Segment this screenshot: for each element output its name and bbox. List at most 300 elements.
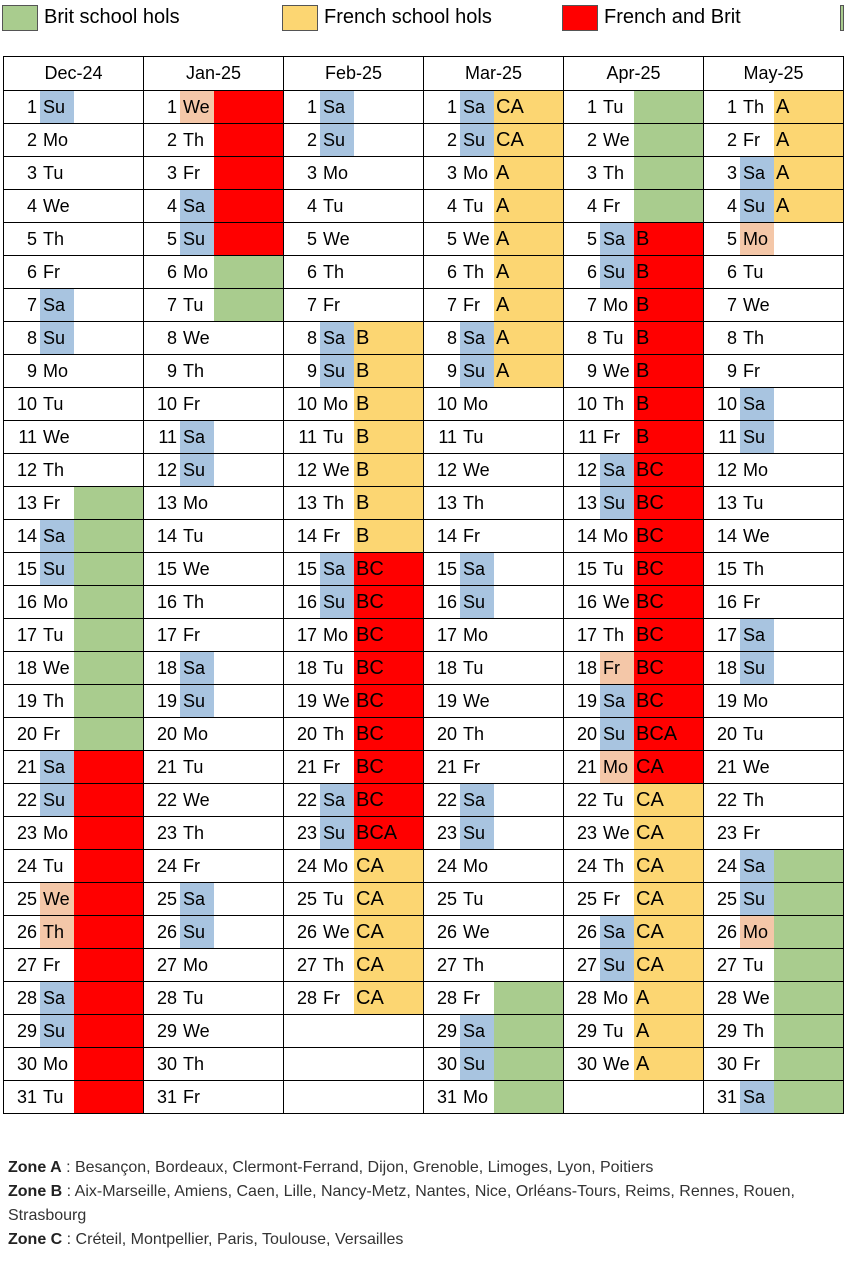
day-number: 25: [156, 889, 177, 909]
day-of-week: Sa: [740, 850, 774, 882]
day-cell: [704, 685, 844, 718]
day-cell: [144, 487, 284, 520]
day-of-week: Fr: [43, 262, 60, 282]
day-cell: [424, 883, 564, 916]
day-of-week: Mo: [43, 1054, 69, 1074]
day-cell: [564, 883, 704, 916]
day-of-week: Sa: [40, 751, 74, 783]
holiday-marker: [74, 817, 143, 849]
holiday-marker: BC: [354, 586, 423, 618]
day-of-week: Fr: [43, 724, 60, 744]
table-row: [4, 817, 844, 850]
day-cell: [284, 190, 424, 223]
day-number: 18: [296, 658, 317, 678]
holiday-marker: B: [634, 355, 703, 387]
day-number: 12: [436, 460, 457, 480]
day-number: 13: [296, 493, 317, 513]
day-cell: [284, 916, 424, 949]
day-cell: [564, 157, 704, 190]
day-of-week: Sa: [600, 454, 634, 486]
day-of-week: Th: [463, 724, 485, 744]
day-of-week: Tu: [463, 889, 484, 909]
day-of-week: Fr: [183, 394, 200, 414]
day-number: 7: [26, 295, 37, 315]
holiday-marker: [494, 487, 563, 519]
day-cell: [704, 718, 844, 751]
day-cell: [144, 91, 284, 124]
holiday-marker: A: [494, 157, 563, 189]
holiday-marker: [354, 91, 423, 123]
day-number: 5: [26, 229, 37, 249]
holiday-marker: [354, 223, 423, 255]
table-row: [4, 520, 844, 553]
holiday-marker: CA: [354, 883, 423, 915]
day-of-week: Tu: [43, 163, 64, 183]
day-cell: [564, 421, 704, 454]
day-of-week: We: [183, 1021, 210, 1041]
zone-cities: : Besançon, Bordeaux, Clermont-Ferrand, Dijon, Grenoble, Limoges, Lyon, Poitiers: [61, 1159, 654, 1176]
holiday-marker: CA: [354, 916, 423, 948]
day-of-week: Sa: [600, 685, 634, 717]
day-of-week: Fr: [323, 295, 340, 315]
day-cell: [424, 685, 564, 718]
holiday-marker: [214, 1081, 283, 1113]
holiday-marker: A: [774, 124, 843, 156]
day-of-week: Tu: [603, 790, 624, 810]
day-number: 30: [716, 1054, 737, 1074]
day-cell: [4, 949, 144, 982]
day-of-week: Th: [743, 559, 765, 579]
day-cell: [144, 949, 284, 982]
holiday-marker: [494, 586, 563, 618]
holiday-marker: [354, 1048, 423, 1080]
day-of-week: We: [603, 823, 630, 843]
day-cell: [424, 256, 564, 289]
day-of-week: Tu: [43, 625, 64, 645]
day-number: 27: [436, 955, 457, 975]
day-of-week: Th: [323, 724, 345, 744]
day-cell: [4, 124, 144, 157]
holiday-marker: [774, 355, 843, 387]
day-cell: [4, 421, 144, 454]
day-of-week: Su: [740, 421, 774, 453]
holiday-marker: [494, 718, 563, 750]
day-cell: [564, 949, 704, 982]
day-of-week: Tu: [183, 526, 204, 546]
holiday-marker: [214, 421, 283, 453]
day-cell: [564, 388, 704, 421]
holiday-marker: [774, 652, 843, 684]
day-cell: [284, 322, 424, 355]
holiday-marker: [214, 883, 283, 915]
holiday-marker: [214, 784, 283, 816]
holiday-marker: [74, 124, 143, 156]
day-of-week: Mo: [603, 295, 629, 315]
holiday-marker: [774, 751, 843, 783]
day-number: 22: [716, 790, 737, 810]
day-cell: [424, 421, 564, 454]
day-number: 10: [576, 394, 597, 414]
day-number: 14: [576, 526, 597, 546]
holiday-marker: A: [774, 157, 843, 189]
day-cell: [144, 421, 284, 454]
holiday-marker: BC: [634, 586, 703, 618]
day-cell: [284, 817, 424, 850]
day-of-week: Th: [743, 1021, 765, 1041]
day-cell: [284, 751, 424, 784]
day-cell: [284, 1015, 424, 1048]
holiday-marker: [74, 322, 143, 354]
day-of-week: Mo: [603, 526, 629, 546]
day-of-week: Su: [600, 718, 634, 750]
day-cell: [564, 520, 704, 553]
day-cell: [4, 784, 144, 817]
day-number: 12: [16, 460, 37, 480]
holiday-marker: [214, 850, 283, 882]
day-number: 26: [576, 922, 597, 942]
holiday-marker: [214, 586, 283, 618]
day-cell: [144, 454, 284, 487]
day-number: 24: [156, 856, 177, 876]
day-cell: [424, 850, 564, 883]
day-cell: [4, 1015, 144, 1048]
day-of-week: Mo: [43, 361, 69, 381]
holiday-marker: [774, 223, 843, 255]
day-of-week: Su: [460, 817, 494, 849]
day-cell: [144, 1015, 284, 1048]
day-number: 4: [26, 196, 37, 216]
day-cell: [704, 883, 844, 916]
day-number: 31: [156, 1087, 177, 1107]
holiday-marker: [634, 157, 703, 189]
holiday-marker: CA: [634, 949, 703, 981]
day-cell: [4, 289, 144, 322]
day-number: 15: [576, 559, 597, 579]
day-of-week: [320, 1048, 354, 1080]
day-number: 14: [716, 526, 737, 546]
day-cell: [144, 223, 284, 256]
day-cell: [4, 388, 144, 421]
day-cell: [4, 718, 144, 751]
day-number: 15: [296, 559, 317, 579]
day-of-week: Tu: [183, 988, 204, 1008]
holiday-marker: B: [354, 487, 423, 519]
day-cell: [704, 1048, 844, 1081]
day-of-week: Sa: [460, 91, 494, 123]
day-cell: [144, 883, 284, 916]
day-cell: [4, 883, 144, 916]
legend-swatch-both: [562, 5, 598, 31]
legend-swatch-partial: [840, 5, 844, 31]
day-number: 11: [438, 427, 457, 447]
day-of-week: Th: [603, 163, 625, 183]
day-of-week: We: [183, 559, 210, 579]
day-cell: [284, 982, 424, 1015]
day-number: 25: [436, 889, 457, 909]
holiday-marker: [74, 256, 143, 288]
holiday-marker: BC: [354, 652, 423, 684]
day-number: 19: [16, 691, 37, 711]
day-cell: [424, 1015, 564, 1048]
holiday-marker: [214, 223, 283, 255]
table-row: [4, 949, 844, 982]
day-of-week: Th: [183, 361, 205, 381]
holiday-marker: [214, 190, 283, 222]
day-cell: [144, 850, 284, 883]
day-cell: [564, 586, 704, 619]
holiday-marker: [494, 619, 563, 651]
day-number: 21: [576, 757, 597, 777]
day-cell: [704, 850, 844, 883]
holiday-marker: CA: [634, 883, 703, 915]
day-of-week: Fr: [463, 757, 480, 777]
holiday-marker: [494, 652, 563, 684]
holiday-marker: [774, 322, 843, 354]
holiday-marker: [74, 91, 143, 123]
day-of-week: Fr: [743, 592, 760, 612]
table-row: [4, 751, 844, 784]
day-of-week: We: [43, 658, 70, 678]
day-cell: [704, 223, 844, 256]
holiday-marker: [74, 520, 143, 552]
day-of-week: Su: [180, 454, 214, 486]
day-cell: [564, 817, 704, 850]
day-of-week: Mo: [43, 592, 69, 612]
day-number: 22: [296, 790, 317, 810]
day-cell: [704, 751, 844, 784]
day-of-week: Su: [40, 553, 74, 585]
month-header-row: [4, 57, 844, 91]
holiday-marker: [494, 1015, 563, 1047]
day-number: 30: [156, 1054, 177, 1074]
day-number: 17: [716, 625, 737, 645]
holiday-marker: [74, 355, 143, 387]
day-number: 20: [156, 724, 177, 744]
legend-swatch-brit: [2, 5, 38, 31]
day-of-week: Sa: [740, 1081, 774, 1113]
day-cell: [704, 982, 844, 1015]
day-number: 27: [16, 955, 37, 975]
day-cell: [144, 586, 284, 619]
table-row: [4, 487, 844, 520]
holiday-marker: CA: [354, 850, 423, 882]
day-of-week: Tu: [743, 493, 764, 513]
day-number: 4: [586, 196, 597, 216]
day-number: 16: [436, 592, 457, 612]
day-number: 5: [586, 229, 597, 249]
day-number: 9: [166, 361, 177, 381]
day-of-week: Sa: [460, 322, 494, 354]
day-of-week: Mo: [183, 262, 209, 282]
holiday-marker: [774, 586, 843, 618]
holiday-marker: [354, 1081, 423, 1113]
day-cell: [564, 190, 704, 223]
day-cell: [284, 91, 424, 124]
day-of-week: Tu: [743, 955, 764, 975]
day-number: 3: [26, 163, 37, 183]
day-cell: [704, 520, 844, 553]
holiday-marker: CA: [634, 850, 703, 882]
table-row: [4, 916, 844, 949]
holiday-marker: [214, 652, 283, 684]
day-cell: [4, 685, 144, 718]
holiday-marker: CA: [634, 784, 703, 816]
holiday-marker: [774, 916, 843, 948]
day-cell: [424, 454, 564, 487]
day-cell: [4, 223, 144, 256]
day-of-week: We: [323, 229, 350, 249]
day-of-week: Sa: [40, 520, 74, 552]
holiday-marker: [354, 190, 423, 222]
day-of-week: Su: [460, 124, 494, 156]
day-of-week: We: [743, 526, 770, 546]
holiday-marker: [774, 1048, 843, 1080]
day-number: 11: [158, 427, 177, 447]
holiday-marker: [74, 718, 143, 750]
holiday-marker: [774, 388, 843, 420]
holiday-marker: [774, 520, 843, 552]
day-number: 20: [296, 724, 317, 744]
day-number: 8: [446, 328, 457, 348]
day-cell: [424, 718, 564, 751]
day-of-week: Th: [40, 916, 74, 948]
day-number: 29: [16, 1021, 37, 1041]
day-cell: [424, 586, 564, 619]
day-cell: [564, 982, 704, 1015]
holiday-marker: [74, 685, 143, 717]
day-number: 22: [576, 790, 597, 810]
day-number: 12: [716, 460, 737, 480]
day-number: 11: [718, 427, 737, 447]
day-of-week: Mo: [463, 856, 489, 876]
day-cell: [564, 553, 704, 586]
holiday-marker: [74, 190, 143, 222]
day-number: 8: [26, 328, 37, 348]
holiday-marker: [494, 553, 563, 585]
day-cell: [704, 91, 844, 124]
day-of-week: Fr: [323, 988, 340, 1008]
day-number: 19: [576, 691, 597, 711]
day-of-week: Su: [180, 223, 214, 255]
day-number: 13: [716, 493, 737, 513]
day-cell: [564, 916, 704, 949]
day-number: 21: [156, 757, 177, 777]
day-of-week: Su: [320, 124, 354, 156]
day-number: 26: [16, 922, 37, 942]
table-row: [4, 421, 844, 454]
day-number: 4: [726, 196, 737, 216]
day-of-week: Sa: [740, 619, 774, 651]
day-of-week: Th: [603, 625, 625, 645]
day-number: 16: [716, 592, 737, 612]
holiday-marker: [214, 982, 283, 1014]
day-cell: [704, 1081, 844, 1114]
day-of-week: Th: [183, 1054, 205, 1074]
day-number: 5: [166, 229, 177, 249]
day-of-week: Tu: [603, 97, 624, 117]
day-cell: [284, 718, 424, 751]
day-of-week: Sa: [600, 223, 634, 255]
day-cell: [424, 322, 564, 355]
day-cell: [424, 619, 564, 652]
holiday-marker: [774, 619, 843, 651]
day-of-week: Tu: [323, 427, 344, 447]
holiday-marker: [494, 883, 563, 915]
day-cell: [144, 355, 284, 388]
day-cell: [704, 619, 844, 652]
day-cell: [704, 916, 844, 949]
day-of-week: Mo: [743, 460, 769, 480]
day-number: 8: [306, 328, 317, 348]
day-cell: [144, 1081, 284, 1114]
holiday-marker: CA: [634, 817, 703, 849]
day-of-week: Sa: [600, 916, 634, 948]
day-of-week: Su: [740, 190, 774, 222]
holiday-marker: CA: [494, 124, 563, 156]
day-of-week: We: [183, 328, 210, 348]
day-number: 7: [306, 295, 317, 315]
holiday-marker: [74, 487, 143, 519]
holiday-marker: [494, 982, 563, 1014]
day-number: 1: [726, 97, 737, 117]
day-of-week: Su: [180, 685, 214, 717]
day-of-week: Fr: [43, 493, 60, 513]
calendar-body: [4, 91, 844, 1114]
day-number: 2: [166, 130, 177, 150]
day-number: 17: [156, 625, 177, 645]
day-of-week: Mo: [463, 625, 489, 645]
holiday-marker: BCA: [354, 817, 423, 849]
day-of-week: Mo: [183, 493, 209, 513]
day-number: 5: [306, 229, 317, 249]
day-number: 9: [26, 361, 37, 381]
day-cell: [144, 1048, 284, 1081]
holiday-marker: [214, 520, 283, 552]
day-number: 7: [166, 295, 177, 315]
holiday-marker: [774, 421, 843, 453]
day-cell: [144, 124, 284, 157]
day-of-week: Su: [600, 949, 634, 981]
day-number: 10: [436, 394, 457, 414]
day-number: 6: [26, 262, 37, 282]
day-of-week: Tu: [603, 1021, 624, 1041]
day-number: 24: [16, 856, 37, 876]
holiday-marker: [74, 1048, 143, 1080]
day-cell: [424, 553, 564, 586]
day-number: 14: [156, 526, 177, 546]
holiday-marker: [214, 388, 283, 420]
holiday-marker: [634, 1081, 703, 1113]
day-cell: [564, 256, 704, 289]
day-of-week: Mo: [43, 823, 69, 843]
day-of-week: Fr: [463, 526, 480, 546]
day-cell: [424, 652, 564, 685]
day-cell: [284, 223, 424, 256]
day-number: 26: [716, 922, 737, 942]
day-number: 12: [576, 460, 597, 480]
day-of-week: Sa: [320, 784, 354, 816]
holiday-marker: [214, 256, 283, 288]
day-number: 5: [446, 229, 457, 249]
day-of-week: We: [603, 1054, 630, 1074]
day-cell: [284, 487, 424, 520]
legend-swatch-french: [282, 5, 318, 31]
holiday-marker: [214, 124, 283, 156]
day-cell: [284, 454, 424, 487]
legend-label-both: French and Brit: [604, 6, 741, 28]
holiday-marker: [774, 784, 843, 816]
day-number: 20: [716, 724, 737, 744]
